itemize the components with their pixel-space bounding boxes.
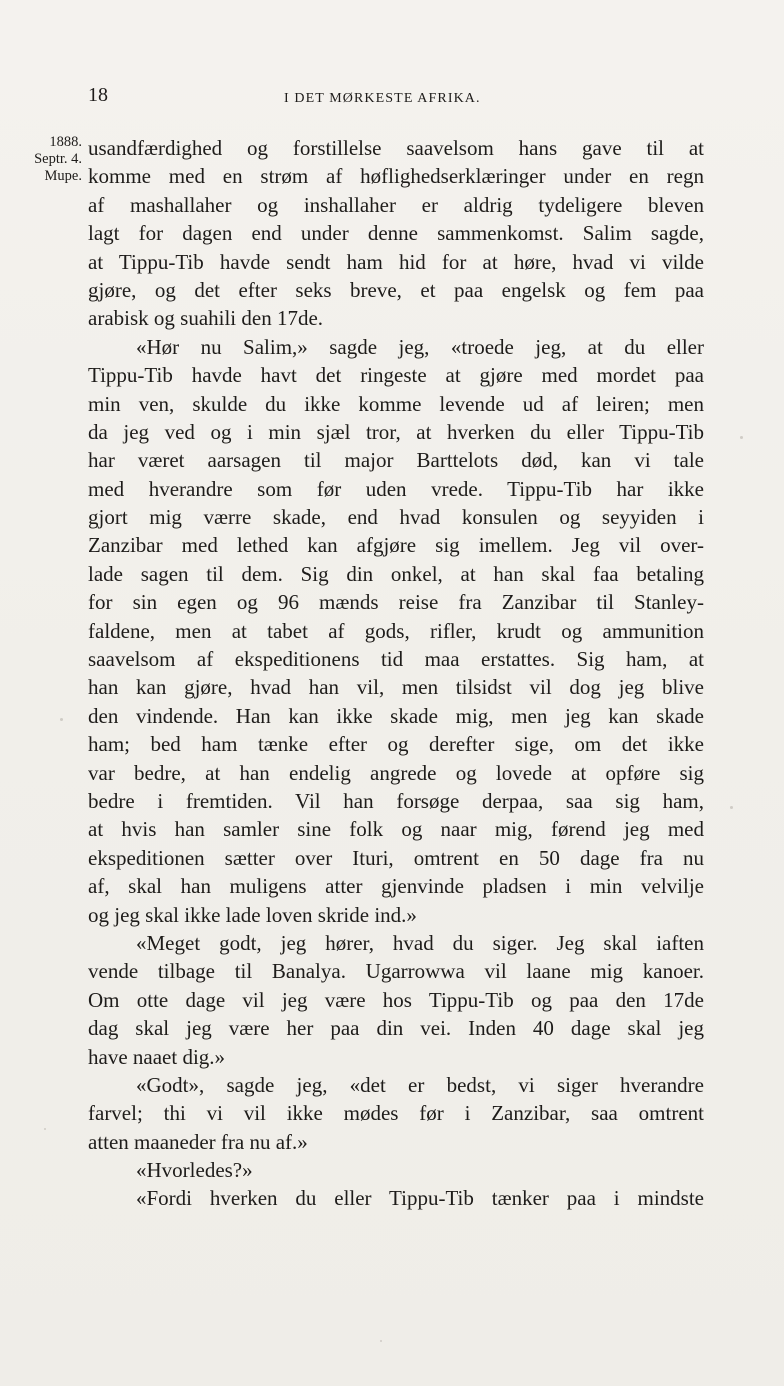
- text-line: arabisk og suahili den 17de.: [88, 306, 324, 331]
- running-title: I DET MØRKESTE AFRIKA.: [284, 91, 481, 106]
- text-line: at hvis han samler sine folk og naar mig, førend jeg med: [88, 817, 704, 842]
- text-line: «Meget godt, jeg hører, hvad du siger. Jeg skal iaften: [136, 930, 704, 955]
- text-line: dag skal jeg være her paa din vei. Inden 40 dage skal jeg: [88, 1016, 704, 1041]
- text-line: med hverandre som før uden vrede. Tippu-Tib har ikke: [88, 476, 704, 501]
- page-header: [88, 80, 704, 114]
- text-line: vende tilbage til Banalya. Ugarrowwa vil laane mig kanoer.: [88, 959, 704, 984]
- text-line: lade sagen til dem. Sig din onkel, at han skal faa betaling: [88, 561, 704, 586]
- paper-speck: [740, 436, 743, 439]
- paper-speck: [44, 1128, 46, 1130]
- paper-speck: [380, 1340, 382, 1342]
- body-text: [88, 134, 704, 1213]
- margin-note-place: Mupe.: [44, 168, 82, 184]
- text-line: komme med en strøm af høflighedserklæringer under en regn: [88, 164, 704, 189]
- text-line: saavelsom af ekspeditionens tid maa erstattes. Sig ham, at: [88, 647, 704, 672]
- margin-note-date: Septr. 4.: [34, 151, 82, 167]
- text-line: var bedre, at han endelig angrede og lovede at opføre sig: [88, 760, 704, 785]
- text-line: farvel; thi vi vil ikke mødes før i Zanzibar, saa omtrent: [88, 1101, 704, 1126]
- paper-speck: [730, 806, 733, 809]
- text-line: han kan gjøre, hvad han vil, men tilsidst vil dog jeg blive: [88, 675, 704, 700]
- text-line: «Godt», sagde jeg, «det er bedst, vi siger hverandre: [136, 1072, 704, 1097]
- text-line: «Hør nu Salim,» sagde jeg, «troede jeg, at du eller: [136, 334, 704, 359]
- text-line: Tippu-Tib havde havt det ringeste at gjøre med mordet paa: [88, 363, 704, 388]
- paper-speck: [60, 718, 63, 721]
- text-line: faldene, men at tabet af gods, rifler, krudt og ammunition: [88, 618, 704, 643]
- text-line: af mashallaher og inshallaher er aldrig tydeligere bleven: [88, 192, 704, 217]
- margin-note: [16, 134, 82, 185]
- text-line: af, skal han muligens atter gjenvinde pladsen i min velvilje: [88, 874, 704, 899]
- text-line: «Hvorledes?»: [136, 1158, 253, 1183]
- text-line: at Tippu-Tib havde sendt ham hid for at høre, hvad vi vilde: [88, 249, 704, 274]
- text-line: gjøre, og det efter seks breve, et paa engelsk og fem paa: [88, 277, 704, 302]
- text-line: have naaet dig.»: [88, 1044, 226, 1069]
- text-line: da jeg ved og i min sjæl tror, at hverken du eller Tippu-Tib: [88, 419, 704, 444]
- text-line: har været aarsagen til major Barttelots død, kan vi tale: [88, 448, 704, 473]
- text-line: bedre i fremtiden. Vil han forsøge derpaa, saa sig ham,: [88, 788, 704, 813]
- text-line: «Fordi hverken du eller Tippu-Tib tænker paa i mindste: [136, 1186, 704, 1211]
- text-line: ekspeditionen sætter over Ituri, omtrent en 50 dage fra nu: [88, 845, 704, 870]
- text-line: og jeg skal ikke lade loven skride ind.»: [88, 902, 417, 927]
- text-line: den vindende. Han kan ikke skade mig, men jeg kan skade: [88, 703, 704, 728]
- text-line: min ven, skulde du ikke komme levende ud af leiren; men: [88, 391, 704, 416]
- text-line: for sin egen og 96 mænds reise fra Zanzibar til Stanley-: [88, 590, 704, 615]
- text-line: gjort mig værre skade, end hvad konsulen og seyyiden i: [88, 505, 704, 530]
- text-line: atten maaneder fra nu af.»: [88, 1129, 308, 1154]
- page-number: 18: [88, 84, 108, 106]
- text-line: Om otte dage vil jeg være hos Tippu-Tib og paa den 17de: [88, 987, 704, 1012]
- text-line: usandfærdighed og forstillelse saavelsom hans gave til at: [88, 136, 704, 160]
- text-line: lagt for dagen end under denne sammenkomst. Salim sagde,: [88, 221, 704, 246]
- margin-note-year: 1888.: [49, 134, 82, 150]
- text-line: Zanzibar med lethed kan afgjøre sig imellem. Jeg vil over-: [88, 533, 704, 558]
- text-line: ham; bed ham tænke efter og derefter sige, om det ikke: [88, 732, 704, 757]
